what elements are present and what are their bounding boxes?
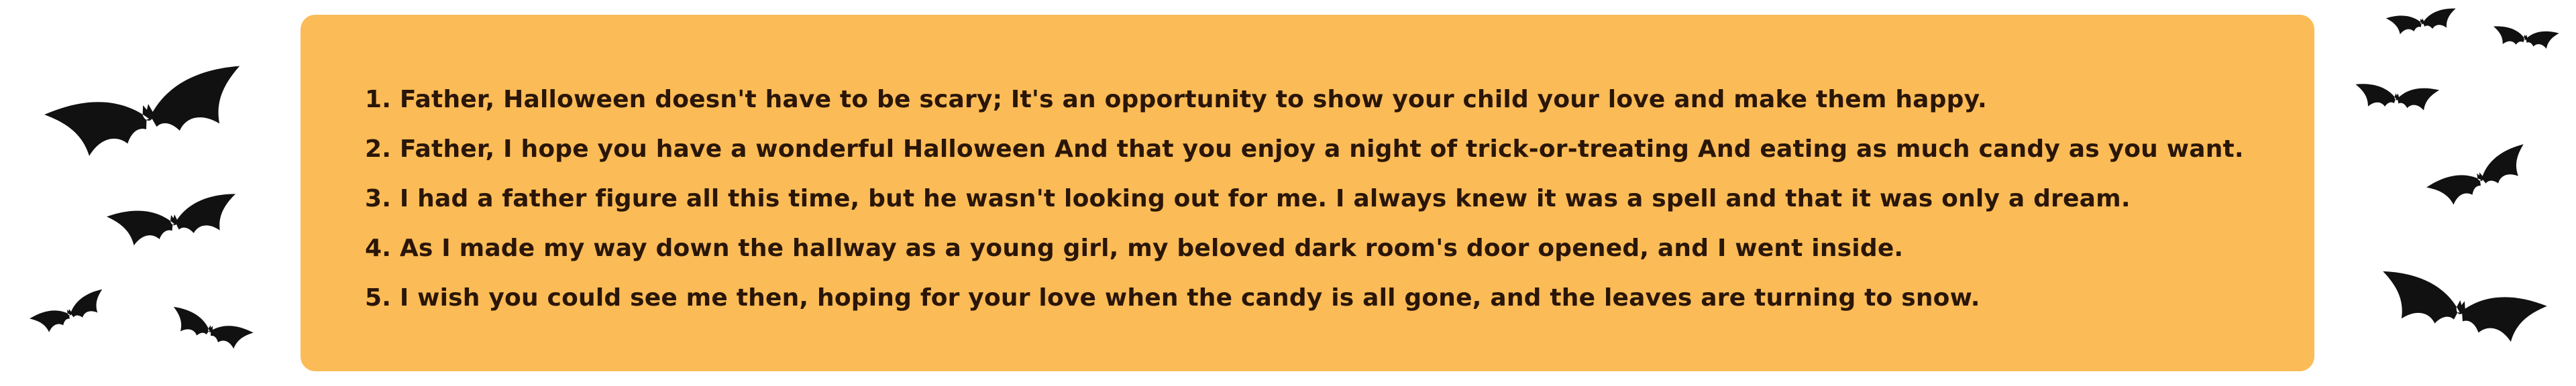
quote-item: 1. Father, Halloween doesn't have to be scary; It's an opportunity to show your child your love and make them happy. (365, 86, 1987, 113)
bat-icon (21, 280, 115, 340)
quotes-panel (301, 15, 2314, 371)
bat-icon (2347, 64, 2447, 125)
bat-icon (2486, 13, 2565, 58)
bat-icon (25, 40, 267, 174)
quote-list (365, 75, 2244, 323)
quote-item: 3. I had a father figure all this time, but he wasn't looking out for me. I always knew it was a spell and that it was only a dream. (365, 185, 2131, 212)
bat-icon (93, 173, 254, 260)
quote-item: 4. As I made my way down the hallway as a young girl, my beloved dark room's door opened, and I went inside. (365, 235, 1904, 262)
bat-icon (2361, 236, 2563, 370)
bat-icon (2415, 127, 2542, 221)
bat-icon (2361, 0, 2482, 43)
quote-item: 5. I wish you could see me then, hoping for your love when the candy is all gone, and the leaves are turning to snow. (365, 284, 1980, 312)
bat-icon (161, 295, 262, 359)
quote-item: 2. Father, I hope you have a wonderful Halloween And that you enjoy a night of trick-or-treating And eating as much candy as you want. (365, 135, 2244, 163)
